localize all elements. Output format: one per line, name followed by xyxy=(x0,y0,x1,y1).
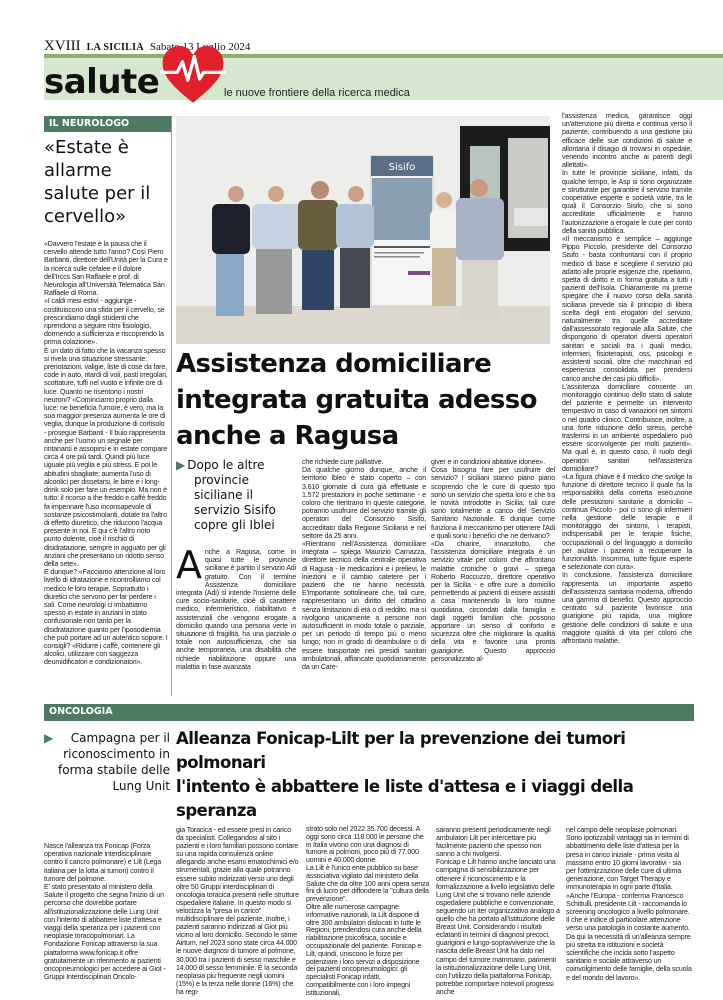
paragraph: E dunque? «Facciamo attenzione al loro livello di idratazione e ricontrolliamo col medico le loro terapie. Soprattutto i diuretici che servono per far perdere i sali. Come neurologi ci imbattiamo spesso in estate in anziani in stato confusionale non tanto per la disidratazione quanto per l'iposodiemia che può portare ad un autentico sopore. I consigli? «Ridurre i caffè, contenere gli alcolici, utilizzare con saggezza deumidificatori e condizionatori». xyxy=(44,568,168,667)
paragraph: «Il meccanismo è semplice – aggiunge Pippo Piccolo, presidente del Consorzio Sisifo - basta confrontarsi con il proprio medico di base e scegliere il servizio più adatto alle proprie esigenze che, ripetiamo, spetta di diritto e in forma gratuita a tutti i pazienti dell'Isola. Chiaramente mi preme spiegare che il nuovo corso della sanità siciliana prevede sia il principio di libera scelta degli enti erogatori del servizio, naturalmente tra quelle accreditate dall'assessorato regionale alla Salute, che dispongono di operatori diversi operatori sanitari e sociali tra i quali medici, infermieri, fisioterapisti, oss, psicologi e assistenti sociali, oltre che macchinari ed esperienza consolidata per prendersi carico anche dei casi più difficili». xyxy=(562,235,692,383)
paragraph: «Davvero l'estate è la pausa che il cervello attende tutto l'anno? Così Piero Barbanti, direttore dell'Unità per la Cura e la ricerca sulle cefalee e il dolore dell'Irccs San Raffaele e prof. di Neurologia all'Università Telematica San Raffaele di Roma. xyxy=(44,240,168,298)
subhead-line1: Dopo le altre xyxy=(187,458,265,472)
section-label-oncologia: ONCOLOGIA xyxy=(44,704,694,721)
paragraph: «Anche l'Europa - conferma Francesco Schittulli, presidente Lilt - raccomanda lo screening oncologico a livello polmonare. Il che è indice di particolare attenzione verso una patologia in costante aumento. Da qui la necessità di un'alleanza sempre più stretta tra istituzioni e società scientifiche che incida sotto l'aspetto sanitario e sociale attraverso un coinvolgimento delle famiglie, della scuola e del mondo del lavoro». xyxy=(566,891,692,982)
section-title: salute xyxy=(44,62,160,102)
triangle-right-icon: ▶ xyxy=(44,731,54,745)
paragraph: «I caldi mesi estivi - aggiunge - costituiscono una sfida per il cervello, se prescindiamo dagli studenti che riprendono a seguire ritmi fisiologici, dormendo a sufficienza e riscoprendo la prima colazione». xyxy=(44,297,165,347)
headline-line2: l'intento è abbattere le liste d'attesa e i viaggi della speranza xyxy=(176,777,634,820)
paragraph: L'assistenza domiciliare consente un monitoraggio continuo dello stato di salute del paziente e permette un intervento tempestivo in caso di variazioni nei sintomi o nel quadro clinico. Contribuisce, inoltre, a una forte riduzione dello stress, perché trasferirsi in un ambiente ospedaliero può essere sconvolgente per molti pazienti». Ma qual è, in questo caso, il ruolo degli operatori sanitari nell'assistenza domiciliare? xyxy=(562,382,692,473)
paragraph: giver e in condizioni abitative idonee». xyxy=(431,458,545,466)
paragraph: Oltre alle numerose campagne informative nazionali, la Lilt dispone di oltre 300 ambulatori dislocati in tutte le Regioni, prendendosi cura anche della riabilitazione psicofisica, sociale e occupazionale del paziente. Fonicap e Lilt, quindi, uniscono le forze per potenziare i loro servizi a disposizione dei pazienti oncopneumologici: gli specialisti Fonicap infatti, compatibilmente con i loro impegni istituzionali, xyxy=(306,902,422,997)
ragusa-col-2 xyxy=(302,458,426,671)
paragraph: che richiede cure palliative. xyxy=(302,458,384,466)
triangle-right-icon: ▶ xyxy=(176,458,186,472)
person xyxy=(298,181,338,310)
subhead-rest: riconoscimento in forma stabile delle Lung Unit xyxy=(58,747,170,793)
subhead-rest: provincie siciliane il servizio Sisifo copre gli Iblei xyxy=(194,473,276,532)
oncologia-col-2 xyxy=(176,826,300,996)
heart-pulse-icon xyxy=(160,42,226,108)
column-divider xyxy=(171,116,172,696)
oncologia-subhead xyxy=(44,730,170,794)
ragusa-col-3 xyxy=(431,458,555,663)
paragraph: In tutte le provincie siciliane, infatti, da qualche tempo, le Asp si sono organizzate e strutturate per garantire il servizio tramite cooperative esperte e società varie, tra le quali il Consorzio Sisifo, che si sono accreditate ufficialmente e hanno l'autorizzazione a erogare le cure per conto della sanità pubblica. xyxy=(562,169,692,235)
paragraph: nche a Ragusa, come in quasi tutte le provincie siciliane è partito il servizio Adi gratuito. Con il termine Assistenza domiciliare integrata (Adi) si intende l'insieme delle cure socio-sanitarie, cioè di carattere medico, infermieristico, riabilitativo e assistenziali che vengono erogate a domicilio quando una persona verte in situazione di fragilità, ha una parziale o totale non autosufficienza, che sia anche temporanea, una disabilità che richiede riabilitazione oppure una malattia in fase avanzata xyxy=(176,548,296,671)
group-photo xyxy=(176,116,550,344)
paragraph: gia Toracica - ed essere presi in carico da specialisti. Collegandosi al sito i pazienti e i loro familiari possono contare su una rapida consulenza online allegando anche esami ematochimici e/o strumentali, grazie alla quale potranno essere subito indirizzati verso uno degli oltre 50 Gruppi interdisciplinari di oncologia toracica presenti nelle strutture ospedaliere italiane. In questo modo si velocizza la "presa in carico" multidisciplinare del paziente. Inoltre, i pazienti saranno indirizzati al Giot più vicino al loro domicilio. Secondo le stime Airtum, nel 2023 sono state circa 44.000 le nuove diagnosi di tumore al polmone, 30.000 tra i pazienti di sesso maschile e 14.000 di sesso femminile. È la seconda neoplasia più frequente negli uomini (15%) e la terza nelle donne (16%) che ha regi- xyxy=(176,826,299,996)
oncologia-headline xyxy=(176,727,696,823)
section-tagline: le nuove frontiere della ricerca medica xyxy=(224,87,410,99)
oncologia-col-3 xyxy=(306,826,430,998)
paragraph: E' stato presentato al ministero della Salute il progetto che segna l'inizio di un percorso che dovrebbe portare all'istituzionalizzazione delle Lung Unit con l'intento di abbattere liste d'attesa e viaggi della speranza per i pazienti con neoplasie toracopolmonari. La Fondazione Fonicap attraverso la sua piattaforma www.fonicap.it offre gratuitamente un riferimento ai pazienti oncopneumologici per accedere ai Giot - Gruppi Interdisciplinari Oncolo- xyxy=(44,883,166,982)
oncologia-col-4 xyxy=(436,826,560,996)
ragusa-headline: Assistenza domiciliare integrata gratuita adesso anche a Ragusa xyxy=(176,349,537,451)
paragraph: «Rientrano nell'Assistenza domiciliare integrata – spiega Maurizio Carnazza, direttore tecnico della centrale operativa di Ragusa - le medicazioni e i prelievi, le iniezioni e il cambio catetere per i pazienti che ne hanno necessità. E'importante sottolineare che, tali cure, rappresentano un diritto del cittadino senza limitazioni di età o di reddito, ma si rivolgono unicamente a persone non autosufficienti in modo totale o parziale, per un periodo di tempo più o meno lungo; non in grado di deambulare o di essere trasportate nei presidi sanitari ambulatoriali, affiancate quotidianamente da un Care- xyxy=(302,540,426,672)
person xyxy=(456,179,504,320)
paragraph: strato solo nel 2022 35.700 decessi. A oggi sono circa 118.000 le persone che in Italia vivono con una diagnosi di tumore ai polmoni, poco più di 77.000 uomini e 40.000 donne. xyxy=(306,825,424,865)
headline-line1: Alleanza Fonicap-Lilt per la prevenzione dei tumori polmonari xyxy=(176,729,626,772)
paragraph: l'assistenza medica, garantisce oggi un'attenzione più diretta e continua verso il paziente, contribuendo a una gestione più efficace delle sue condizioni di salute e allontana il disagio di trovarsi in ospedale, venendo incontro anche ai parenti degli allettati». xyxy=(562,112,692,170)
dropcap: A xyxy=(176,543,202,587)
paragraph: saranno presenti periodicamente negli ambulatori Lilt per intercettare più facilmente pazienti che spesso non sanno a chi rivolgersi. xyxy=(436,826,551,859)
photo-illustration xyxy=(176,116,550,344)
oncologia-col-5 xyxy=(566,826,692,982)
paragraph: nel campo delle neoplasie polmonari. Sono ipotizzabili vantaggi sia in termini di abbattimento delle liste d'attesa per la presa in carico iniziale - prima visita al massimo entro 10 giorni lavorativi - sia per l'ottimizzazione delle cure di ultima generazione, con Target Therapy e immunoterapia in ogni parte d'Italia. xyxy=(566,826,689,892)
issue-date: Sabato 13 Luglio 2024 xyxy=(149,41,251,53)
paragraph: È un dato di fatto che la vacanza spesso si rivela una situazione stressante: prenotazioni, valigie, liste di cose da fare, code in auto, ritardi di voli, pasti irregolari, scottature, tuffi nel vuoto e infinite ore di luce. Quanto ne risentono i nostri neuroni? «Cominciamo proprio dalla luce: ne beneficia l'umore, è vero, ma la sua maggior presenza aumenta le ore di veglia, dunque la produzione di cortisolo - prosegue Barbanti - Il buio rappresenta anche per l'uomo un segnale per rintanarsi e assopirsi e in estate compare circa 4 ore più tardi. Quindi più luce uguale più veglia e più stress. E poi le abitudini sbagliate: aumenta l'uso di alcoolici per dissetarsi, le birre e i long-drink solo per fare un esempio. Ma non è tutto: il ricorso a the freddo e caffè freddo fa impennare l'uso inconsapevole di sostanze psicostimolanti, dotate tra l'altro di effetto diuretico, che riducono l'acqua presente in noi. E qui c'è l'altro noto punto dolente, cioè il rischio di disidratazione, sempre in agguato per gli anziani che presentano un ridotto senso della sete». xyxy=(44,346,168,568)
page-number: XVIII xyxy=(44,38,81,54)
heart-shape xyxy=(163,46,224,103)
paragraph: In conclusione, l'assistenza domiciliare rappresenta un importante aspetto dell'assistenza sanitaria moderna, offrendo una gamma di benefici. Questo approccio centrato sul paziente favorisce una guarigione più rapida, una migliore gestione delle condizioni di salute e una maggiore qualità di vita per coloro che affrontano malattie. xyxy=(562,571,692,645)
paragraph: La Lilt è l'unico ente pubblico su base associativa vigilato dal ministero della Salute che da oltre 100 anni opera senza fini di lucro per diffondere la "cultura della prevenzione". xyxy=(306,863,430,904)
paragraph: «La figura chiave è il medico che svolge la funzione di direttore tecnico il quale ha la responsabilità della corretta esecuzione delle prestazioni sanitarie a domicilio – continua Piccolo - poi ci sono gli infermieri nella gestione delle terapie e il monitoraggio dei sintomi, i terapisti, indispensabili per le terapie fisiche, occupazionali o del linguaggio a domicilio per aiutare i pazienti a recuperare la funzionalità. Insomma, tutte figure esperte e selezionate con cura». xyxy=(562,472,692,572)
oncologia-col-1 xyxy=(44,842,170,981)
neurologo-title: «Estate è allarme salute per il cervello» xyxy=(44,137,151,227)
person xyxy=(336,186,374,308)
ragusa-subhead xyxy=(176,458,298,533)
neurologo-body xyxy=(44,240,168,667)
paragraph: Fonicap e Lilt hanno anche lanciato una campagna di sensibilizzazione per ottenere il riconoscimento e la formalizzazione a livello legislativo delle Lung Unit che si trovano nelle aziende ospedaliere pubbliche e convenzionate, seguendo un iter organizzativo analogo a quello che ha portato all'istituzione delle Breast Unit. Considerando i risultati eclatanti in termini di diagnosi precoci, guarigioni e lungo-sopravvivenze che la nascita delle Breast Unit ha dato nel campo del tumore mammario, parimenti la istituzionalizzazione delle Lung Unit, con l'utilizzo della piattaforma Fonicap, potrebbe comportare notevoli progressi anche xyxy=(436,858,560,996)
paragraph: Nasce l'alleanza tra Fonicap (Forza operativa nazionale interdisciplinare contro il cancro polmonare) e Lilt (Lega italiana per la lotta ai tumori) contro il tumore del polmone. xyxy=(44,842,162,883)
masthead: LA SICILIA xyxy=(86,42,144,53)
subhead-line1: Campagna per il xyxy=(70,731,170,745)
section-label-neurologo: IL NEUROLOGO xyxy=(44,116,171,132)
ragusa-col-4 xyxy=(562,112,692,645)
paragraph: Cosa bisogna fare per usufruire del servizio? I siciliani stanno piano piano scoprendo che le cure di questo tipo sono un servizio che spetta loro e che tra le novità introdotte in Sicilia, tali cure sono totalmente a carico del Servizio Sanitario Nazionale. E dunque come funziona il meccanismo per ottenere l'Adi e quali sono i benefici che ne derivano? xyxy=(431,466,555,540)
sisifo-logo: Sisifo xyxy=(388,162,416,173)
ragusa-col-1 xyxy=(176,543,296,671)
paragraph: «Da chiarire, innanzitutto, che l'assistenza domiciliare integrata è un servizio vitale per coloro che affrontano malattie croniche o gravi – spiega Roberto Roccuzzo, direttore operativo per la Sicilia - e offre cure a domicilio permettendo ai pazienti di essere assistiti a casa mantenendo la loro routine quotidiana, circondati dalla famiglia e dagli oggetti familiari che possono apportare un senso di conforto e sicurezza oltre che migliorare la qualità della vita e favorire una pronta guarigione. Questo approccio personalizzato al- xyxy=(431,540,555,663)
paragraph: Da qualche giorno dunque, anche il territorio Ibleo è stato coperto – con 3.610 giornate di cura già effettuate e 1.572 prestazioni in poche settimane - e coloro che rientrano in queste categorie, potranno usufruire del servizio tramite gli operatori del Consorzio Sisifo, accreditato dalla Regione Siciliana e nel settore da 25 anni. xyxy=(302,466,426,540)
